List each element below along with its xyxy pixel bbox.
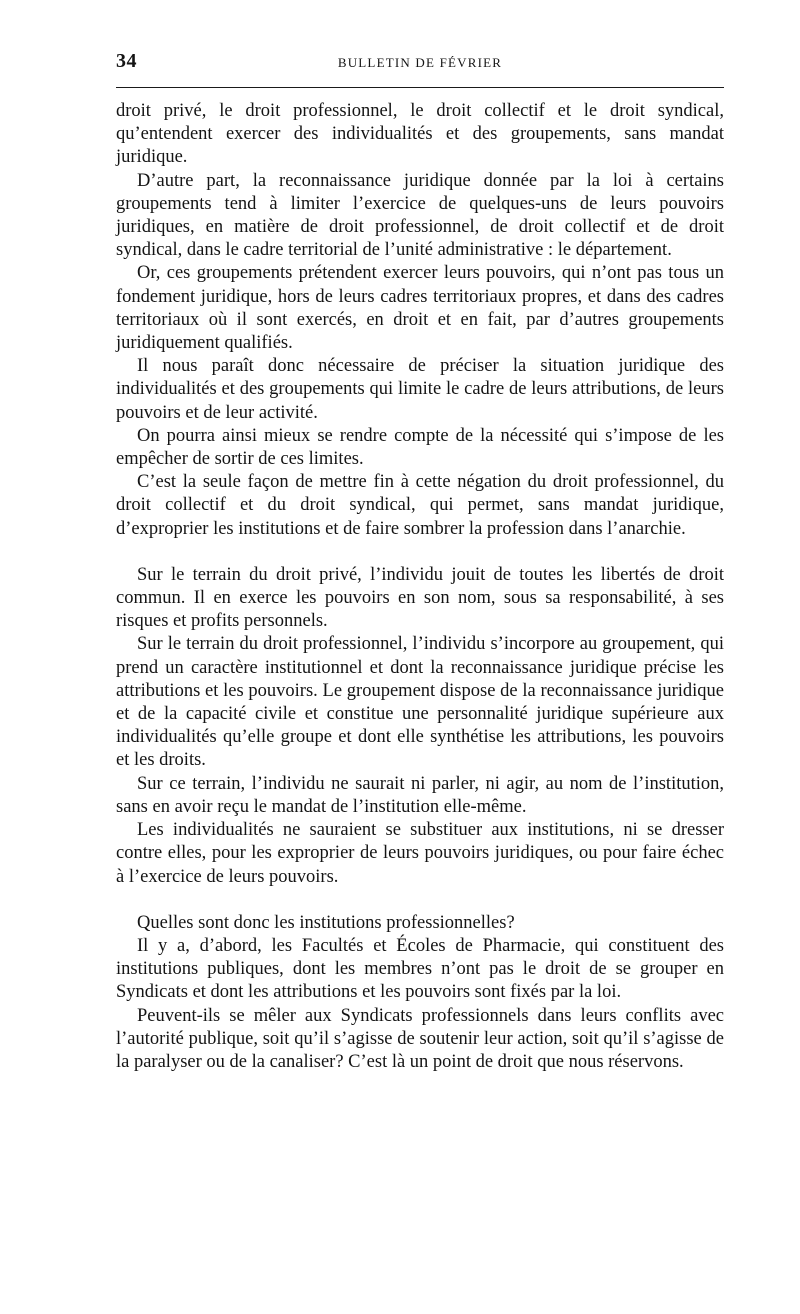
text-body: [116, 100, 724, 1074]
paragraph: Peuvent-ils se mêler aux Syndicats professionnels dans leurs conflits avec l’autorité publique, soit qu’il s’agisse de soutenir leur action, soit qu’il s’agisse de la paralyser ou de la canaliser? C’est là un point de droit que nous réservons.: [116, 1005, 724, 1072]
section-one: [116, 100, 724, 541]
paragraph: Or, ces groupements prétendent exercer leurs pouvoirs, qui n’ont pas tous un fondement juridique, hors de leurs cadres territoriaux propres, et dans des cadres territoriaux où il sont exercés, en droit et en fait, par d’autres groupements juridiquement qualifiés.: [116, 263, 724, 354]
running-head: [116, 50, 724, 76]
paragraph: Quelles sont donc les institutions professionnelles?: [137, 912, 515, 933]
paragraph: Il nous paraît donc nécessaire de préciser la situation juridique des individualités et des groupements qui limite le cadre de leurs attributions, de leurs pouvoirs et de leur activité.: [116, 356, 724, 423]
paragraph: D’autre part, la reconnaissance juridique donnée par la loi à certains groupements tend à limiter l’exercice de quelques-uns de leurs pouvoirs juridiques, en matière de droit professionnel, de droit collectif et de droit syndical, dans le cadre territorial de l’unité administrative : le département.: [116, 170, 724, 261]
section-three: [116, 912, 724, 1074]
page-number: 34: [116, 50, 137, 72]
paragraph: Les individualités ne sauraient se substituer aux institutions, ni se dresser contre elles, pour les exproprier de leurs pouvoirs juridiques, ou pour faire échec à l’exercice de leurs pouvoirs.: [116, 820, 724, 887]
paragraph: Sur le terrain du droit privé, l’individu jouit de toutes les libertés de droit commun. Il en exerce les pouvoirs en son nom, sous sa responsabilité, à ses risques et profits personnels.: [116, 564, 724, 632]
section-two: [116, 564, 724, 889]
paragraph: C’est la seule façon de mettre fin à cette négation du droit professionnel, du droit collectif et du droit syndical, qui permet, sans mandat juridique, d’exproprier les institutions et de faire sombrer la profession dans l’anarchie.: [116, 472, 724, 539]
section-spacer: [116, 541, 724, 564]
paragraph: Sur le terrain du droit professionnel, l’individu s’incorpore au groupement, qui prend un caractère institutionnel et dont la reconnaissance juridique précise les attributions et les pouvoirs. Le groupement dispose de la reconnaissance juridique et de la capacité civile et constitue une personnalité juridique supérieure aux individualités qu’elle groupe et dont elle synthétise les attributions, les pouvoirs et les droits.: [116, 634, 724, 771]
header-rule: [116, 87, 724, 88]
section-spacer: [116, 889, 724, 912]
paragraph: On pourra ainsi mieux se rendre compte de la nécessité qui s’impose de les empêcher de sortir de ces limites.: [116, 425, 724, 470]
paragraph: Il y a, d’abord, les Facultés et Écoles de Pharmacie, qui constituent des institutions publiques, dont les membres n’ont pas le droit de se grouper en Syndicats et dont les attributions et les pouvoirs sont fixés par la loi.: [116, 935, 724, 1003]
paragraph: Sur ce terrain, l’individu ne saurait ni parler, ni agir, au nom de l’institution, sans en avoir reçu le mandat de l’institution elle-même.: [116, 773, 724, 817]
running-title: BULLETIN DE FÉVRIER: [337, 55, 503, 70]
paragraph: droit privé, le droit professionnel, le droit collectif et le droit syndical, qu’entendent exercer des individualités et des groupements, sans mandat juridique.: [116, 101, 724, 168]
